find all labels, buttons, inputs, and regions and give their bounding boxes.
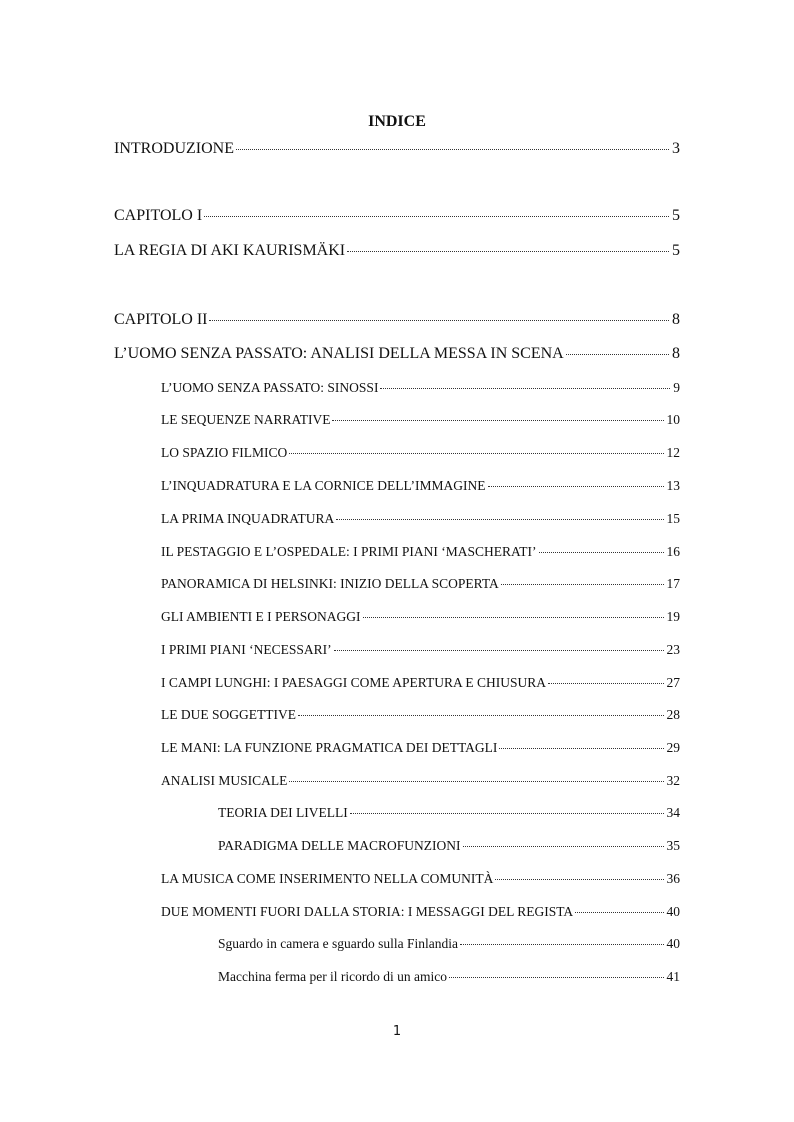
toc-entry-page: 8: [672, 311, 680, 328]
page-number: 1: [392, 1024, 402, 1039]
toc-entry-label: PANORAMICA DI HELSINKI: INIZIO DELLA SCOPERTA: [161, 576, 499, 591]
toc-entry-label: DUE MOMENTI FUORI DALLA STORIA: I MESSAGGI DEL REGISTA: [161, 904, 574, 919]
toc-entry-page: 40: [666, 936, 680, 951]
toc-entry-introduzione[interactable]: [114, 140, 680, 158]
toc-entry-page: 17: [666, 576, 680, 591]
dot-leader: [334, 650, 664, 651]
toc-entry-page: 28: [666, 707, 680, 722]
toc-entry-label: IL PESTAGGIO E L’OSPEDALE: I PRIMI PIANI ‘MASCHERATI’: [161, 544, 537, 559]
toc-entry-page: 23: [666, 642, 680, 657]
toc-entry-capitolo-1[interactable]: [114, 207, 680, 225]
toc-entry-label: L’UOMO SENZA PASSATO: SINOSSI: [161, 380, 379, 395]
toc-entry-panoramica-helsinki[interactable]: [161, 576, 680, 592]
toc-entry-sguardo-in-camera[interactable]: [218, 936, 680, 952]
toc-entry-analisi-messa-in-scena[interactable]: [114, 345, 680, 363]
toc-entry-primi-piani-necessari[interactable]: [161, 642, 680, 658]
toc-entry-page: 32: [666, 773, 680, 788]
toc-entry-label: Sguardo in camera e sguardo sulla Finlandia: [218, 936, 458, 951]
dot-leader: [298, 715, 664, 716]
toc-entry-label: CAPITOLO II: [114, 311, 208, 328]
toc-entry-label: LO SPAZIO FILMICO: [161, 445, 288, 460]
dot-leader: [204, 216, 669, 217]
dot-leader: [488, 486, 664, 487]
toc-entry-label: INTRODUZIONE: [114, 140, 234, 157]
toc-entry-analisi-musicale[interactable]: [161, 773, 680, 789]
toc-entry-page: 19: [666, 609, 680, 624]
dot-leader: [566, 354, 669, 355]
toc-entry-le-mani[interactable]: [161, 740, 680, 756]
toc-entry-campi-lunghi[interactable]: [161, 675, 680, 691]
toc-entry-label: TEORIA DEI LIVELLI: [218, 805, 348, 820]
toc-entry-label: GLI AMBIENTI E I PERSONAGGI: [161, 609, 361, 624]
dot-leader: [289, 453, 663, 454]
toc-entry-spazio-filmico[interactable]: [161, 445, 680, 461]
toc-entry-due-momenti[interactable]: [161, 904, 680, 920]
toc-entry-due-soggettive[interactable]: [161, 707, 680, 723]
dot-leader: [449, 977, 663, 978]
toc-entry-page: 13: [666, 478, 680, 493]
toc-entry-page: 8: [672, 345, 680, 362]
toc-entry-page: 16: [666, 544, 680, 559]
dot-leader: [236, 149, 669, 150]
dot-leader: [347, 251, 669, 252]
toc-entry-prima-inquadratura[interactable]: [161, 511, 680, 527]
toc-entry-label: ANALISI MUSICALE: [161, 773, 288, 788]
toc-entry-label: LE DUE SOGGETTIVE: [161, 707, 296, 722]
dot-leader: [539, 552, 664, 553]
toc-entry-page: 5: [672, 242, 680, 259]
toc-entry-label: L’INQUADRATURA E LA CORNICE DELL’IMMAGINE: [161, 478, 486, 493]
toc-entry-page: 5: [672, 207, 680, 224]
toc-entry-page: 12: [666, 445, 680, 460]
dot-leader: [548, 683, 664, 684]
toc-entry-musica-comunita[interactable]: [161, 871, 680, 887]
dot-leader: [289, 781, 663, 782]
toc-entry-label: LE SEQUENZE NARRATIVE: [161, 412, 331, 427]
toc-entry-label: I CAMPI LUNGHI: I PAESAGGI COME APERTURA E CHIUSURA: [161, 675, 546, 690]
toc-entry-label: LA MUSICA COME INSERIMENTO NELLA COMUNITÀ: [161, 871, 494, 886]
dot-leader: [463, 846, 664, 847]
toc-entry-page: 36: [666, 871, 680, 886]
toc-entry-page: 3: [672, 140, 680, 157]
toc-entry-macchina-ferma[interactable]: [218, 969, 680, 985]
toc-entry-page: 40: [666, 904, 680, 919]
toc-entry-label: LE MANI: LA FUNZIONE PRAGMATICA DEI DETTAGLI: [161, 740, 498, 755]
dot-leader: [332, 420, 663, 421]
toc-entry-page: 15: [666, 511, 680, 526]
dot-leader: [501, 584, 664, 585]
toc-entry-paradigma-macrofunzioni[interactable]: [218, 838, 680, 854]
toc-entry-label: I PRIMI PIANI ‘NECESSARI’: [161, 642, 332, 657]
toc-entry-capitolo-2[interactable]: [114, 311, 680, 329]
toc-entry-label: L’UOMO SENZA PASSATO: ANALISI DELLA MESSA IN SCENA: [114, 345, 564, 362]
toc-entry-pestaggio-ospedale[interactable]: [161, 544, 680, 560]
toc-entry-page: 34: [666, 805, 680, 820]
toc-entry-label: PARADIGMA DELLE MACROFUNZIONI: [218, 838, 461, 853]
toc-entry-page: 27: [666, 675, 680, 690]
dot-leader: [575, 912, 663, 913]
toc-entry-label: Macchina ferma per il ricordo di un amico: [218, 969, 448, 984]
toc-entry-sinossi[interactable]: [161, 380, 680, 396]
toc-entry-la-regia[interactable]: [114, 242, 680, 260]
toc-entry-label: LA PRIMA INQUADRATURA: [161, 511, 335, 526]
dot-leader: [380, 388, 670, 389]
dot-leader: [460, 944, 664, 945]
dot-leader: [350, 813, 664, 814]
dot-leader: [495, 879, 663, 880]
toc-entry-page: 35: [666, 838, 680, 853]
toc-entry-teoria-livelli[interactable]: [218, 805, 680, 821]
toc-entry-label: LA REGIA DI AKI KAURISMÄKI: [114, 242, 346, 259]
toc-entry-ambienti-personaggi[interactable]: [161, 609, 680, 625]
toc-entry-sequenze-narrative[interactable]: [161, 412, 680, 428]
toc-entry-page: 29: [666, 740, 680, 755]
dot-leader: [209, 320, 669, 321]
dot-leader: [499, 748, 663, 749]
toc-title: INDICE: [368, 113, 426, 130]
toc-entry-inquadratura-cornice[interactable]: [161, 478, 680, 494]
toc-entry-label: CAPITOLO I: [114, 207, 203, 224]
toc-entry-page: 10: [666, 412, 680, 427]
toc-entry-page: 41: [666, 969, 680, 984]
toc-entry-page: 9: [673, 380, 680, 395]
dot-leader: [363, 617, 664, 618]
dot-leader: [336, 519, 663, 520]
